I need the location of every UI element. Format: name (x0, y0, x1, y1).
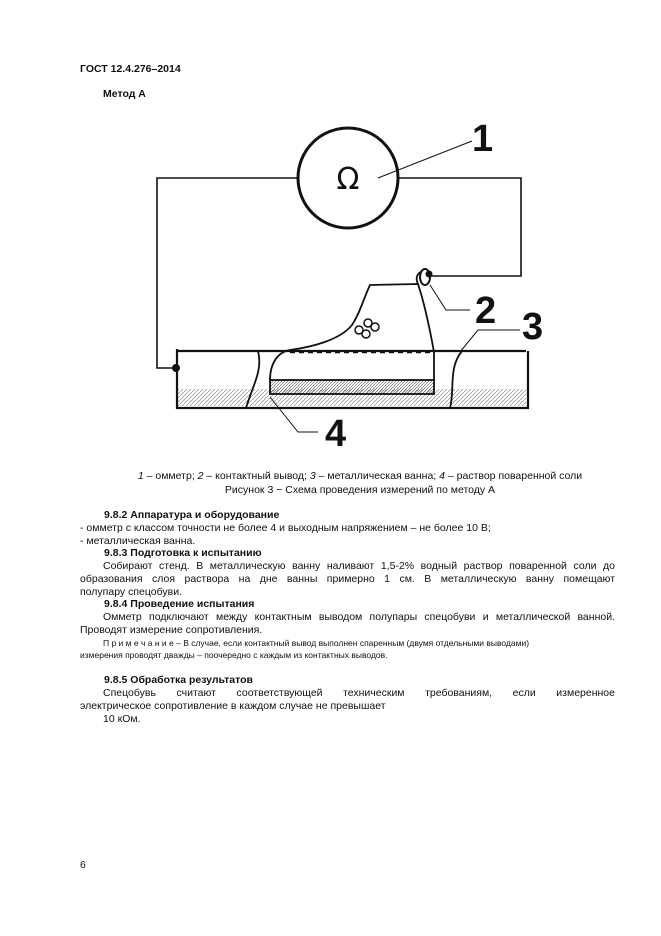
label-4: 4 (325, 413, 347, 455)
note-line1: В случае, если контактный вывод выполнен спаренным (двумя отдельными выводами) (183, 638, 530, 648)
boot-laces (355, 319, 379, 338)
method-title: Метод А (103, 88, 146, 100)
s983-line1: Собирают стенд. В металлическую ванну наливают 1,5-2% водный раствор поваренной соли до (103, 560, 615, 572)
section-9-8-2-title: 9.8.2 Аппаратура и оборудование (104, 509, 280, 521)
s984-note (103, 637, 615, 649)
s982-line1: - омметр с классом точности не более 4 и выходным напряжением – не более 10 В; (80, 522, 491, 534)
bath-connection-point (172, 364, 180, 372)
section-9-8-3-title: 9.8.3 Подготовка к испытанию (104, 547, 262, 559)
boot-sole (270, 380, 434, 394)
measurement-diagram (140, 115, 544, 460)
label-2: 2 (475, 290, 497, 332)
s982-line2: - металлическая ванна. (80, 535, 196, 547)
label-1: 1 (472, 118, 494, 160)
figure-legend: 1 – омметр; 2 – контактный вывод; 3 – металлическая ванна; 4 – раствор поваренной соли (137, 470, 583, 482)
s983-line2: образования слоя раствора на дне ванны примерно 1 см. В металлическую ванну помещают (80, 573, 615, 585)
metal-bath (177, 349, 528, 408)
s985-line2: электрическое сопротивление в каждом случае не превышает (80, 700, 386, 712)
s983-line3: полупару спецобуви. (80, 586, 182, 598)
section-9-8-4-title: 9.8.4 Проведение испытания (104, 598, 255, 610)
figure-caption: Рисунок 3 − Схема проведения измерений по методу А (224, 484, 496, 496)
s985-line3: 10 кОм. (103, 713, 141, 725)
s984-line1: Омметр подключают между контактным выводом полупары спецобуви и металлической ванной. (103, 611, 615, 623)
label-3: 3 (522, 306, 544, 348)
note-label: П р и м е ч а н и е – (103, 638, 184, 648)
s984-line2: Проводят измерение сопротивления. (80, 624, 263, 636)
section-9-8-5-title: 9.8.5 Обработка результатов (104, 674, 253, 686)
page-number: 6 (80, 859, 86, 871)
document-header: ГОСТ 12.4.276–2014 (80, 63, 181, 75)
ohm-symbol: Ω (336, 162, 360, 197)
s985-line1: Спецобувь считают соответствующей техническим требованиям, если измеренное (103, 687, 615, 699)
terminal-connection-point (426, 271, 433, 278)
s984-note-line2: измерения проводят дважды – поочередно с каждым из контактных выводов. (80, 650, 388, 660)
